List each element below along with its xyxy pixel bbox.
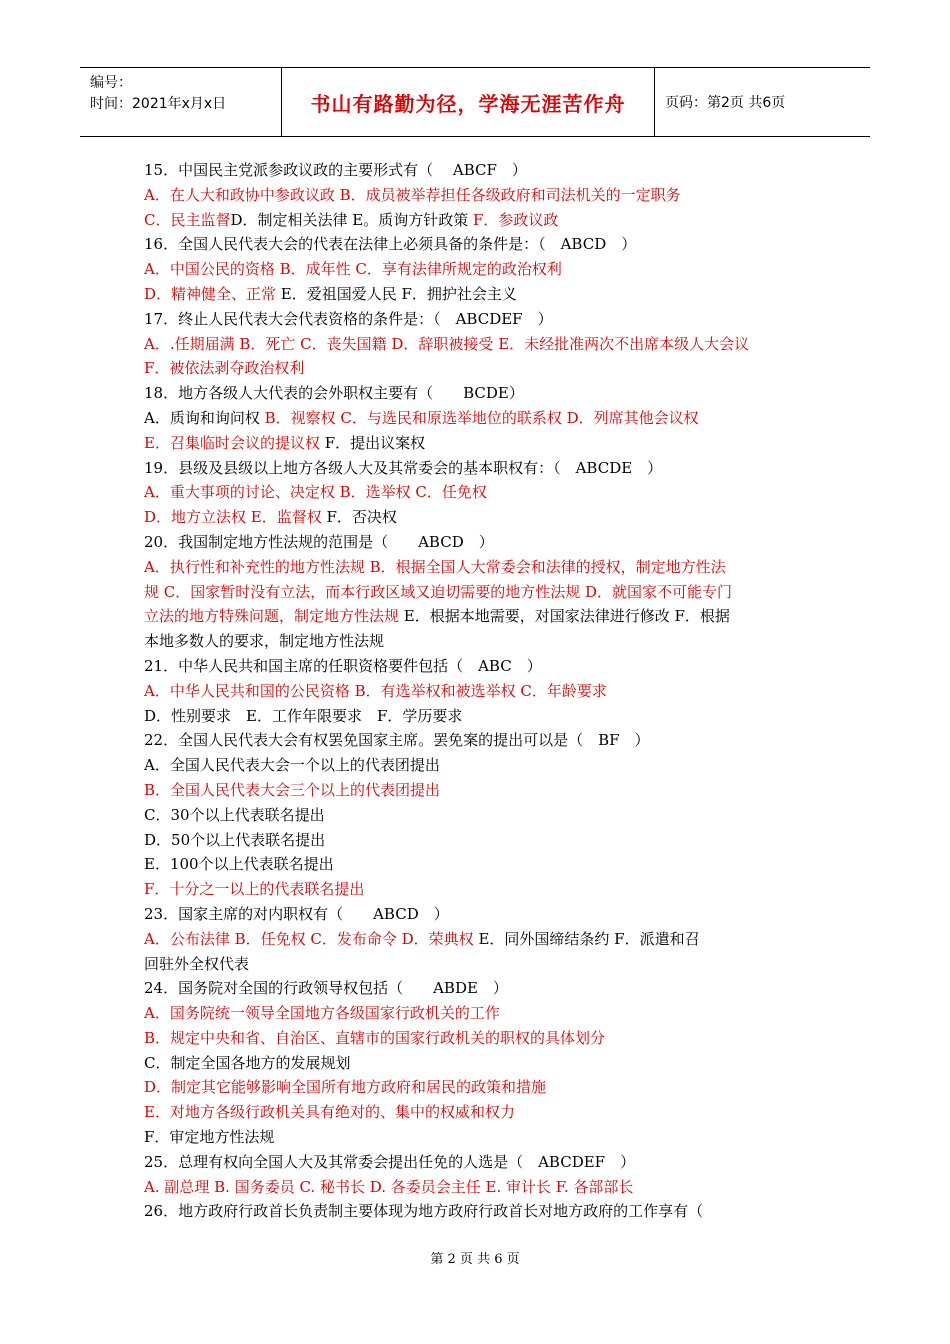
text-line [144,654,812,679]
page-footer: 第 2 页 共 6 页 [430,1252,520,1267]
text-line [144,927,812,952]
body-text: E．根据本地需要，对国家法律进行修改 F．根据 [403,607,730,626]
body-text: F．否决权 [326,508,397,527]
body-text: 23．国家主席的对内职权有（ ABCD ） [144,904,449,923]
text-line [144,1175,812,1200]
text-line [144,952,812,977]
text-line [144,1125,812,1150]
text-line [144,356,812,381]
body-text: F．提出议案权 [324,433,426,452]
body-text: C．制定全国各地方的发展规划 [144,1053,351,1072]
answer-text: A. 副总理 B. 国务委员 C. 秘书长 D. 各委员会主任 E. 审计长 F. 各部部长 [144,1177,634,1196]
text-line [144,1075,812,1100]
text-line [144,679,812,704]
body-text: 20．我国制定地方性法规的范围是（ ABCD ） [144,532,494,551]
document-body [144,158,812,1224]
body-text: 回驻外全权代表 [144,954,250,973]
answer-text: C．民主监督 [144,210,231,229]
header-page-info: 页码：第2页 共6页 [665,95,786,111]
body-text: 17．终止人民代表大会代表资格的条件是：（ ABCDEF ） [144,309,553,328]
body-text: D．制定相关法律 E。质询方针政策 [230,210,473,229]
answer-text: A．.任期届满 B．死亡 C．丧失国籍 D．辞职被接受 E．未经批准两次不出席本级人大会议 [144,334,750,353]
answer-text: F．被依法剥夺政治权利 [144,359,305,378]
text-line [144,1026,812,1051]
body-text: 21．中华人民共和国主席的任职资格要件包括（ ABC ） [144,656,542,675]
body-text: 22．全国人民代表大会有权罢免国家主席。罢免案的提出可以是（ BF ） [144,731,650,750]
text-line [144,580,812,605]
body-text: 25．总理有权向全国人大及其常委会提出任免的人选是（ ABCDEF ） [144,1152,636,1171]
text-line [144,456,812,481]
text-line [144,232,812,257]
body-text: A．质询和询问权 [144,408,265,427]
text-line [144,753,812,778]
text-line [144,704,812,729]
text-line [144,381,812,406]
answer-text: A．中华人民共和国的公民资格 B．有选举权和被选举权 C．年龄要求 [144,681,607,700]
answer-text: D．制定其它能够影响全国所有地方政府和居民的政策和措施 [144,1078,547,1097]
body-text: 15．中国民主党派参政议政的主要形式有（ ABCF ） [144,161,527,179]
text-line [144,604,812,629]
body-text: F．审定地方性法规 [144,1128,275,1147]
body-text: 18．地方各级人大代表的会外职权主要有（ BCDE） [144,384,524,403]
answer-text: A．重大事项的讨论、决定权 B．选举权 C．任免权 [144,483,487,502]
answer-text: D．地方立法权 E．监督权 [144,508,327,527]
answer-text: B．规定中央和省、自治区、直辖市的国家行政机关的职权的具体划分 [144,1028,606,1047]
text-line [144,852,812,877]
text-line [144,728,812,753]
text-line [144,332,812,357]
answer-text: E．召集临时会议的提议权 [144,433,325,452]
answer-text: D．精神健全、正常 [144,284,281,303]
answer-text: F．十分之一以上的代表联名提出 [144,880,365,899]
answer-text: A．公布法律 B．任免权 C．发布命令 D．荣典权 [144,929,479,948]
text-line [144,629,812,654]
body-text: 16．全国人民代表大会的代表在法律上必须具备的条件是：（ ABCD ） [144,235,637,254]
text-line [144,877,812,902]
answer-text: B．视察权 C．与选民和原选举地位的联系权 D．列席其他会议权 [264,408,699,427]
body-text: 本地多数人的要求，制定地方性法规 [144,632,385,651]
header-motto: 书山有路勤为径，学海无涯苦作舟 [282,68,655,136]
text-line [144,480,812,505]
answer-text: A．中国公民的资格 B．成年性 C．享有法律所规定的政治权利 [144,260,562,279]
body-text: 26．地方政府行政首长负责制主要体现为地方政府行政首长对地方政府的工作享有（ [144,1202,704,1221]
body-text: D．50个以上代表联名提出 [144,830,326,849]
text-line [144,406,812,431]
answer-text: A．在人大和政协中参政议政 B．成员被举荐担任各级政府和司法机关的一定职务 [144,185,681,204]
body-text: 24．国务院对全国的行政领导权包括（ ABDE ） [144,979,508,998]
answer-text: F．参政议政 [473,210,559,229]
answer-text: 立法的地方特殊问题，制定地方性法规 [144,607,404,626]
time-label: 时间：2021年x月x日 [90,96,227,112]
body-text: D．性别要求 E．工作年限要求 F．学历要求 [144,706,463,725]
text-line [144,1051,812,1076]
body-text: C．30个以上代表联名提出 [144,805,325,824]
number-label: 编号： [90,75,132,91]
text-line [144,976,812,1001]
text-line [144,1150,812,1175]
text-line [144,431,812,456]
text-line [144,1001,812,1026]
text-line [144,803,812,828]
page-header [80,67,870,137]
text-line [144,257,812,282]
text-line [144,505,812,530]
text-line [144,1100,812,1125]
text-line [144,778,812,803]
text-line [144,307,812,332]
body-text: 19．县级及县级以上地方各级人大及其常委会的基本职权有：（ ABCDE ） [144,458,663,477]
text-line [144,208,812,233]
text-line [144,555,812,580]
body-text: E．同外国缔结条约 F．派遣和召 [478,929,700,948]
answer-text: 规 C．国家暂时没有立法，而本行政区域又迫切需要的地方性法规 D．就国家不可能专门 [144,582,733,601]
header-meta [80,68,282,136]
answer-text: A．国务院统一领导全国地方各级国家行政机关的工作 [144,1004,500,1023]
body-text: E．100个以上代表联名提出 [144,855,334,874]
body-text: A．全国人民代表大会一个以上的代表团提出 [144,756,440,775]
text-line [144,158,812,183]
answer-text: A．执行性和补充性的地方性法规 B．根据全国人大常委会和法律的授权，制定地方性法 [144,557,726,576]
text-line [144,183,812,208]
body-text: E．爱祖国爱人民 F．拥护社会主义 [280,284,517,303]
text-line [144,902,812,927]
text-line [144,1199,812,1224]
answer-text: E．对地方各级行政机关具有绝对的、集中的权威和权力 [144,1103,515,1122]
text-line [144,828,812,853]
text-line [144,282,812,307]
answer-text: B．全国人民代表大会三个以上的代表团提出 [144,780,441,799]
text-line [144,530,812,555]
